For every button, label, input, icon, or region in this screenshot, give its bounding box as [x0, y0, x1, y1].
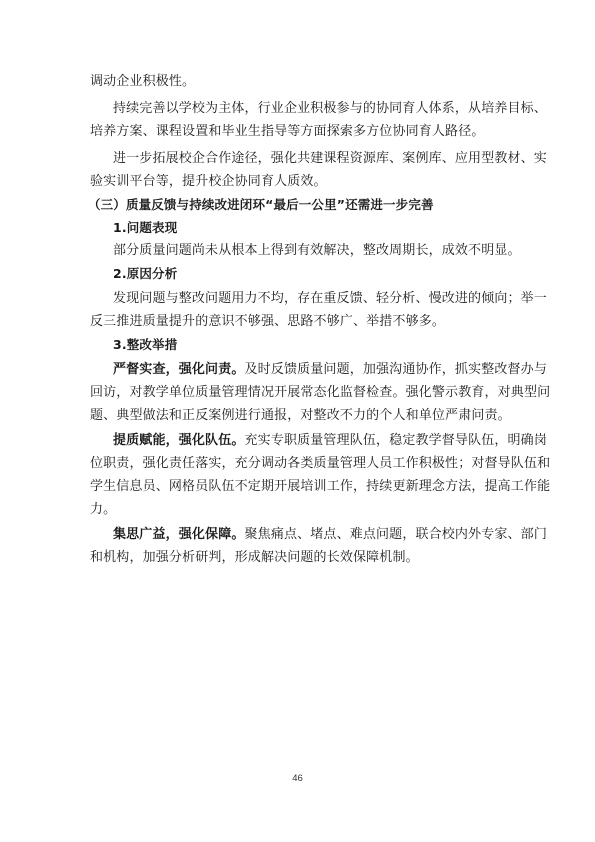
paragraph-line [113, 362, 547, 378]
text-line: 位职责，强化责任落实，充分调动各类质量管理人员工作积极性；对督导队伍和 [90, 456, 551, 471]
text-line: 发现问题与整改问题用力不均，存在重反馈、轻分析、慢改进的倾向；举一 [113, 291, 547, 306]
text-line: 培养方案、课程设置和毕业生指导等方面探索多方位协同育人路径。 [90, 124, 485, 139]
section-heading: （三）质量反馈与持续改进闭环“最后一公里”还需进一步完善 [88, 197, 434, 212]
text-line: 部分质量问题尚未从根本上得到有效解决，整改周期长，成效不明显。 [113, 243, 521, 258]
subsection-heading: 1.问题表现 [113, 220, 178, 235]
paragraph-text: 聚焦痛点、堵点、难点问题，联合校内外专家、部门 [244, 527, 547, 542]
subsection-heading: 2.原因分析 [113, 266, 178, 281]
text-line: 持续完善以学校为主体，行业企业积极参与的协同育人体系，从培养目标、 [113, 101, 547, 116]
paragraph-text: 及时反馈质量问题，加强沟通协作，抓实整改督办与 [244, 362, 547, 377]
paragraph-text: 充实专职质量管理队伍，稳定教学督导队伍，明确岗 [244, 433, 547, 448]
paragraph-line [113, 527, 547, 543]
text-line: 题、典型做法和正反案例进行通报，对整改不力的个人和单位严肃问责。 [90, 408, 511, 423]
text-line: 回访，对教学单位质量管理情况开展常态化监督检查。强化警示教育，对典型问 [90, 385, 551, 400]
text-line: 调动企业积极性。 [90, 74, 196, 89]
text-line: 学生信息员、网格员队伍不定期开展培训工作，持续更新理念方法，提高工作能 [90, 479, 551, 494]
text-line: 反三推进质量提升的意识不够强、思路不够广、举措不够多。 [90, 314, 446, 329]
text-line: 和机构，加强分析研判，形成解决问题的长效保障机制。 [90, 550, 419, 565]
page-number: 46 [292, 773, 303, 784]
text-line: 力。 [90, 502, 117, 517]
paragraph-line [113, 433, 547, 449]
paragraph-lead: 集思广益，强化保障。 [113, 527, 245, 542]
text-line: 验实训平台等，提升校企协同育人质效。 [90, 174, 327, 189]
paragraph-lead: 严督实查，强化问责。 [113, 362, 245, 377]
subsection-heading: 3.整改举措 [113, 337, 178, 352]
paragraph-lead: 提质赋能，强化队伍。 [113, 433, 245, 448]
text-line: 进一步拓展校企合作途径，强化共建课程资源库、案例库、应用型教材、实 [113, 151, 547, 166]
